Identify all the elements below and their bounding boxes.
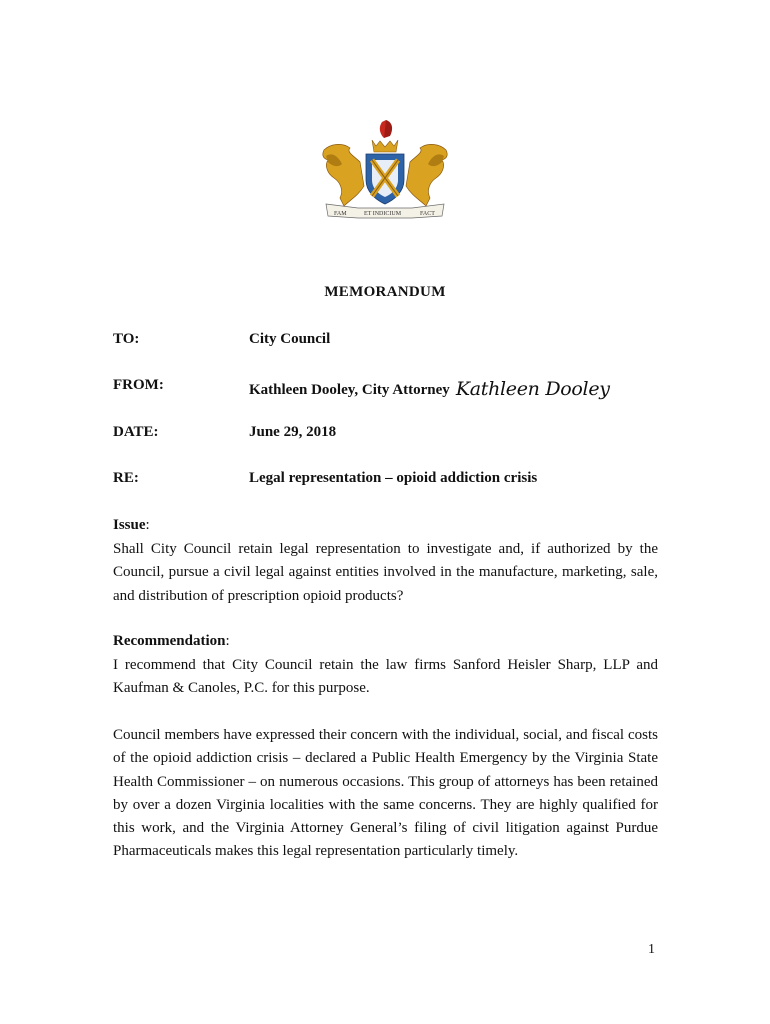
date-value: June 29, 2018 [249, 424, 337, 440]
body-paragraph: Council members have expressed their concern with the individual, social, and fiscal costs of the opioid addiction crisis – declared a Public Health Emergency by the Virginia State Health Commissioner – on numerous occasions. This group of attorneys has been retained by over a dozen Virginia localities with the same concerns. They are highly qualified for this work, and the Virginia Attorney General’s filing of civil litigation against Purdue Pharmaceuticals makes this legal representation particularly timely. [113, 727, 658, 860]
page-number: 1 [648, 942, 655, 957]
griffin-right [406, 144, 447, 206]
issue-heading [113, 517, 150, 534]
to-value: City Council [249, 331, 331, 347]
re-row [113, 470, 673, 490]
motto-right: FACT [420, 211, 435, 217]
from-value-wrap [249, 377, 610, 399]
from-value: Kathleen Dooley, City Attorney [249, 382, 450, 398]
motto-center: ET INDICIUM [364, 211, 402, 217]
recommendation-heading [113, 633, 230, 650]
issue-heading-colon: : [145, 517, 150, 533]
date-label: DATE: [113, 424, 159, 440]
recommendation-heading-text: Recommendation [113, 633, 226, 649]
re-value: Legal representation – opioid addiction crisis [249, 470, 538, 486]
memo-title: MEMORANDUM [324, 284, 446, 300]
re-label: RE: [113, 470, 139, 486]
recommendation-text: I recommend that City Council retain the law firms Sanford Heisler Sharp, LLP and Kaufman & Canoles, P.C. for this purpose. [113, 657, 658, 697]
issue-text: Shall City Council retain legal representation to investigate and, if authorized by the Council, pursue a civil legal against entities involved in the manufacture, marketing, sale, and distribution of prescription opioid products? [113, 541, 658, 604]
from-label: FROM: [113, 377, 164, 393]
handwritten-signature: Kathleen Dooley [455, 378, 610, 400]
motto-left: FAM [334, 211, 347, 217]
crown [372, 140, 398, 152]
recommendation-heading-colon: : [225, 633, 230, 649]
issue-heading-text: Issue [113, 517, 146, 533]
to-label: TO: [113, 331, 140, 347]
date-row [113, 424, 673, 444]
to-row [113, 331, 673, 351]
from-row [113, 377, 673, 400]
city-seal-logo [320, 116, 450, 222]
griffin-left [323, 144, 364, 206]
